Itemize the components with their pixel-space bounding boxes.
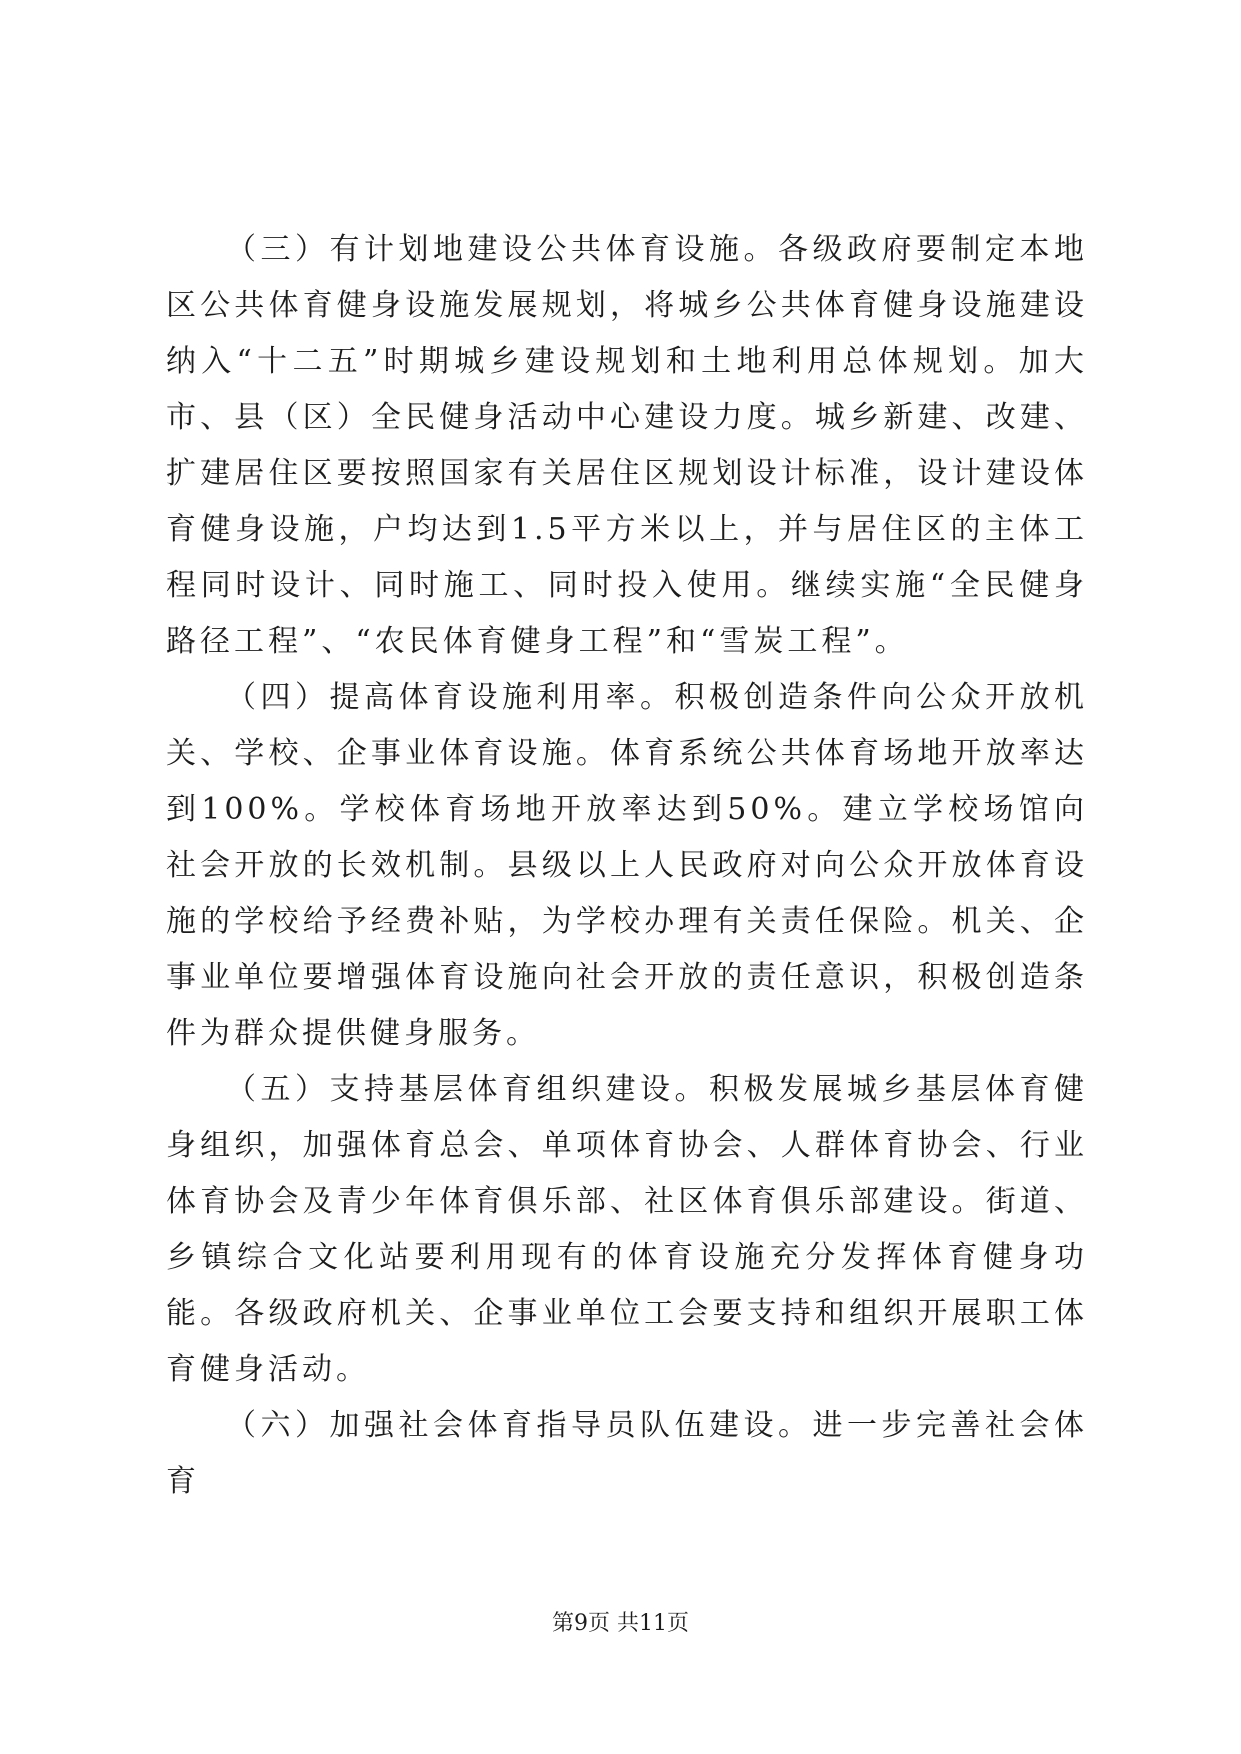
paragraph-facilities-construction: （三）有计划地建设公共体育设施。各级政府要制定本地区公共体育健身设施发展规划，将城乡公共体育健身设施建设纳入“十二五”时期城乡建设规划和土地利用总体规划。加大市、县（区）全民健身活动中心建设力度。城乡新建、改建、扩建居住区要按照国家有关居住区规划设计标准，设计建设体育健身设施，户均达到1.5平方米以上，并与居住区的主体工程同时设计、同时施工、同时投入使用。继续实施“全民健身路径工程”、“农民体育健身工程”和“雪炭工程”。	[166, 232, 1088, 659]
document-body	[166, 222, 1088, 1510]
paragraph-grassroots-organizations: （五）支持基层体育组织建设。积极发展城乡基层体育健身组织，加强体育总会、单项体育协会、人群体育协会、行业体育协会及青少年体育俱乐部、社区体育俱乐部建设。街道、乡镇综合文化站要利用现有的体育设施充分发挥体育健身功能。各级政府机关、企事业单位工会要支持和组织开展职工体育健身活动。	[166, 1072, 1088, 1387]
paragraph-facilities-utilization: （四）提高体育设施利用率。积极创造条件向公众开放机关、学校、企事业体育设施。体育系统公共体育场地开放率达到100%。学校体育场地开放率达到50%。建立学校场馆向社会开放的长效机制。县级以上人民政府对向公众开放体育设施的学校给予经费补贴，为学校办理有关责任保险。机关、企事业单位要增强体育设施向社会开放的责任意识，积极创造条件为群众提供健身服务。	[166, 680, 1088, 1051]
page-footer: 第9页 共11页	[552, 1611, 689, 1636]
paragraph-sports-instructors: （六）加强社会体育指导员队伍建设。进一步完善社会体育	[166, 1408, 1088, 1499]
